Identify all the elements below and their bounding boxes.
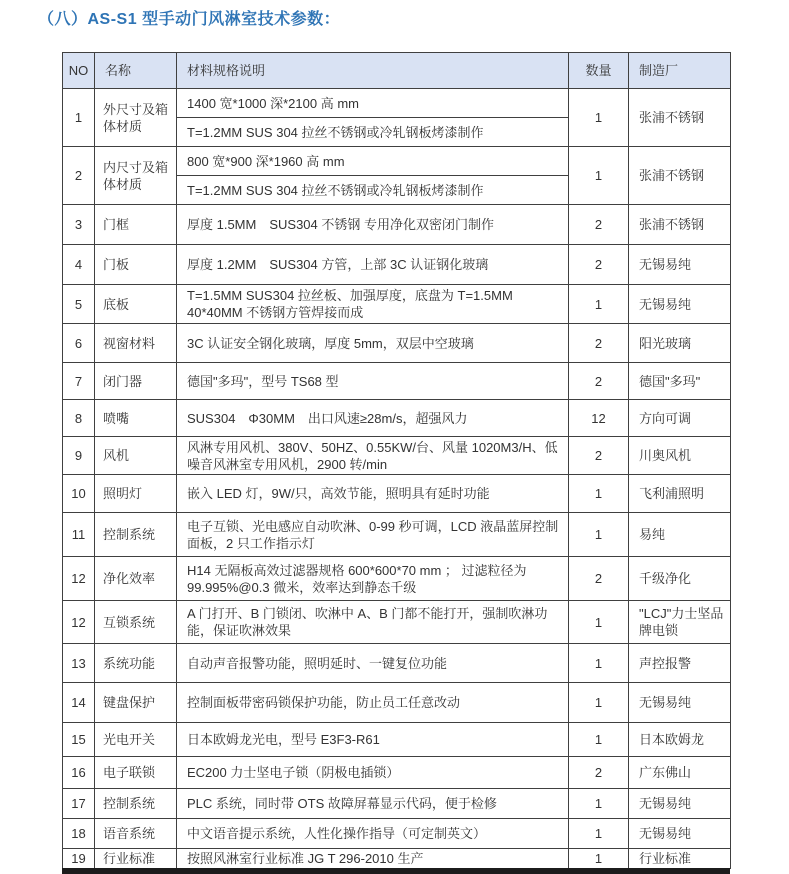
cell-qty: 1 — [569, 601, 629, 644]
cell-qty: 2 — [569, 437, 629, 475]
cell-qty: 1 — [569, 819, 629, 849]
cell-qty: 2 — [569, 205, 629, 245]
header-no: NO — [63, 53, 95, 89]
table-row — [63, 475, 731, 513]
cell-maker: 行业标准 — [629, 849, 731, 869]
cell-no: 2 — [63, 147, 95, 205]
table-row — [63, 285, 731, 324]
table-row — [63, 245, 731, 285]
cell-spec: 自动声音报警功能，照明延时、一键复位功能 — [177, 644, 569, 683]
cell-maker: 千级净化 — [629, 557, 731, 601]
cell-name: 闭门器 — [95, 363, 177, 400]
cell-name: 内尺寸及箱体材质 — [95, 147, 177, 205]
page-title: （八）AS-S1 型手动门风淋室技术参数： — [38, 11, 341, 28]
cell-maker: 易纯 — [629, 513, 731, 557]
cell-spec: 800 宽*900 深*1960 高 mm — [177, 147, 569, 176]
cell-maker: 德国"多玛" — [629, 363, 731, 400]
cell-spec: 风淋专用风机、380V、50HZ、0.55KW/台、风量 1020M3/H、低噪音风淋室专用风机，2900 转/min — [177, 437, 569, 475]
cell-spec: H14 无隔板高效过滤器规格 600*600*70 mm ； 过滤粒径为 99.995%@0.3 微米，效率达到静态千级 — [177, 557, 569, 601]
cell-maker: "LCJ"力士坚品牌电锁 — [629, 601, 731, 644]
cell-maker: 无锡易纯 — [629, 245, 731, 285]
cell-name: 门框 — [95, 205, 177, 245]
cell-name: 系统功能 — [95, 644, 177, 683]
cell-no: 5 — [63, 285, 95, 324]
cell-no: 19 — [63, 849, 95, 869]
table-row — [63, 147, 731, 176]
cell-qty: 1 — [569, 147, 629, 205]
header-qty: 数量 — [569, 53, 629, 89]
cell-spec: 1400 宽*1000 深*2100 高 mm — [177, 89, 569, 118]
cell-qty: 2 — [569, 245, 629, 285]
clipped-next-row-edge — [62, 868, 730, 874]
cell-no: 18 — [63, 819, 95, 849]
cell-maker: 阳光玻璃 — [629, 324, 731, 363]
cell-spec: PLC 系统，同时带 OTS 故障屏幕显示代码，便于检修 — [177, 789, 569, 819]
cell-qty: 1 — [569, 89, 629, 147]
cell-spec: 厚度 1.2MM SUS304 方管，上部 3C 认证钢化玻璃 — [177, 245, 569, 285]
cell-name: 控制系统 — [95, 513, 177, 557]
table-row — [63, 757, 731, 789]
cell-name: 风机 — [95, 437, 177, 475]
table-header-row — [63, 53, 731, 89]
cell-spec: T=1.5MM SUS304 拉丝板、加强厚度，底盘为 T=1.5MM 40*40MM 不锈钢方管焊接而成 — [177, 285, 569, 324]
cell-maker: 飞利浦照明 — [629, 475, 731, 513]
table-row — [63, 324, 731, 363]
cell-maker: 张浦不锈钢 — [629, 147, 731, 205]
cell-no: 13 — [63, 644, 95, 683]
cell-qty: 12 — [569, 400, 629, 437]
cell-no: 8 — [63, 400, 95, 437]
table-row — [63, 723, 731, 757]
cell-no: 12 — [63, 557, 95, 601]
cell-spec: 按照风淋室行业标准 JG T 296-2010 生产 — [177, 849, 569, 869]
cell-name: 控制系统 — [95, 789, 177, 819]
cell-no: 1 — [63, 89, 95, 147]
cell-name: 底板 — [95, 285, 177, 324]
cell-no: 11 — [63, 513, 95, 557]
table-row — [63, 205, 731, 245]
cell-qty: 1 — [569, 789, 629, 819]
cell-maker: 川奥风机 — [629, 437, 731, 475]
cell-qty: 1 — [569, 644, 629, 683]
cell-maker: 声控报警 — [629, 644, 731, 683]
cell-no: 15 — [63, 723, 95, 757]
cell-spec: T=1.2MM SUS 304 拉丝不锈钢或冷轧钢板烤漆制作 — [177, 118, 569, 147]
cell-spec: 3C 认证安全钢化玻璃，厚度 5mm，双层中空玻璃 — [177, 324, 569, 363]
header-spec: 材料规格说明 — [177, 53, 569, 89]
cell-maker: 无锡易纯 — [629, 683, 731, 723]
table-row — [63, 513, 731, 557]
cell-name: 语音系统 — [95, 819, 177, 849]
cell-name: 门板 — [95, 245, 177, 285]
cell-spec: 德国"多玛"，型号 TS68 型 — [177, 363, 569, 400]
cell-no: 9 — [63, 437, 95, 475]
cell-no: 14 — [63, 683, 95, 723]
cell-name: 光电开关 — [95, 723, 177, 757]
cell-no: 16 — [63, 757, 95, 789]
table-row — [63, 89, 731, 118]
cell-spec: T=1.2MM SUS 304 拉丝不锈钢或冷轧钢板烤漆制作 — [177, 176, 569, 205]
cell-no: 3 — [63, 205, 95, 245]
cell-no: 6 — [63, 324, 95, 363]
cell-no: 4 — [63, 245, 95, 285]
cell-qty: 1 — [569, 285, 629, 324]
header-name: 名称 — [95, 53, 177, 89]
cell-qty: 2 — [569, 324, 629, 363]
cell-spec: SUS304 Φ30MM 出口风速≥28m/s，超强风力 — [177, 400, 569, 437]
table-row — [63, 601, 731, 644]
table-row — [63, 557, 731, 601]
cell-no: 12 — [63, 601, 95, 644]
cell-spec: 电子互锁、光电感应自动吹淋、0-99 秒可调，LCD 液晶蓝屏控制面板，2 只工作指示灯 — [177, 513, 569, 557]
spec-table — [62, 52, 731, 869]
cell-qty: 1 — [569, 513, 629, 557]
cell-no: 17 — [63, 789, 95, 819]
cell-qty: 2 — [569, 757, 629, 789]
cell-spec: 嵌入 LED 灯，9W/只，高效节能，照明具有延时功能 — [177, 475, 569, 513]
table-row — [63, 363, 731, 400]
cell-name: 喷嘴 — [95, 400, 177, 437]
table-row — [63, 849, 731, 869]
cell-spec: 中文语音提示系统，人性化操作指导（可定制英文） — [177, 819, 569, 849]
cell-qty: 2 — [569, 363, 629, 400]
cell-name: 行业标准 — [95, 849, 177, 869]
table-row — [63, 644, 731, 683]
cell-maker: 日本欧姆龙 — [629, 723, 731, 757]
cell-maker: 无锡易纯 — [629, 819, 731, 849]
cell-name: 键盘保护 — [95, 683, 177, 723]
cell-maker: 无锡易纯 — [629, 285, 731, 324]
cell-name: 照明灯 — [95, 475, 177, 513]
table-row — [63, 400, 731, 437]
cell-spec: 厚度 1.5MM SUS304 不锈钢 专用净化双密闭门制作 — [177, 205, 569, 245]
cell-maker: 方向可调 — [629, 400, 731, 437]
cell-name: 净化效率 — [95, 557, 177, 601]
cell-spec: EC200 力士坚电子锁（阴极电插锁） — [177, 757, 569, 789]
cell-name: 视窗材料 — [95, 324, 177, 363]
table-row — [63, 789, 731, 819]
cell-spec: 日本欧姆龙光电，型号 E3F3-R61 — [177, 723, 569, 757]
table-row — [63, 437, 731, 475]
cell-maker: 张浦不锈钢 — [629, 205, 731, 245]
cell-qty: 1 — [569, 723, 629, 757]
cell-maker: 无锡易纯 — [629, 789, 731, 819]
cell-maker: 张浦不锈钢 — [629, 89, 731, 147]
cell-spec: 控制面板带密码锁保护功能，防止员工任意改动 — [177, 683, 569, 723]
header-maker: 制造厂 — [629, 53, 731, 89]
cell-spec: A 门打开、B 门锁闭、吹淋中 A、B 门都不能打开，强制吹淋功能，保证吹淋效果 — [177, 601, 569, 644]
cell-no: 7 — [63, 363, 95, 400]
cell-qty: 1 — [569, 475, 629, 513]
cell-no: 10 — [63, 475, 95, 513]
table-row — [63, 819, 731, 849]
table-row — [63, 683, 731, 723]
cell-qty: 2 — [569, 557, 629, 601]
cell-name: 外尺寸及箱体材质 — [95, 89, 177, 147]
cell-qty: 1 — [569, 683, 629, 723]
cell-qty: 1 — [569, 849, 629, 869]
cell-name: 电子联锁 — [95, 757, 177, 789]
cell-maker: 广东佛山 — [629, 757, 731, 789]
cell-name: 互锁系统 — [95, 601, 177, 644]
